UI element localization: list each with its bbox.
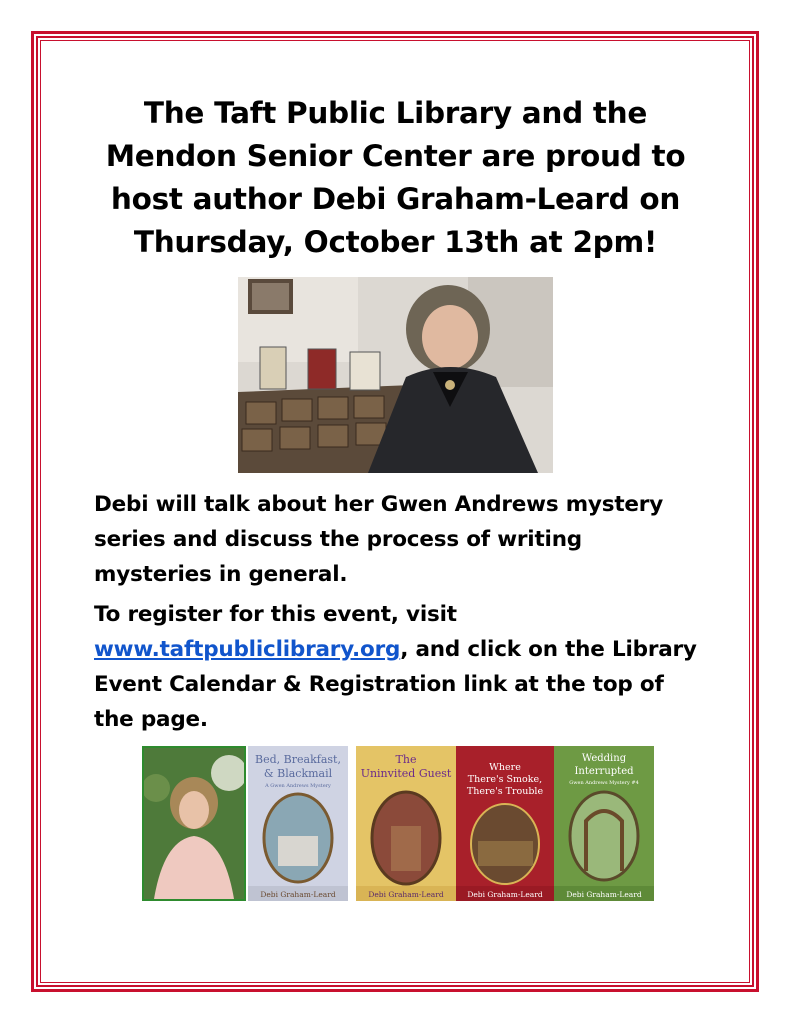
author-portrait-illustration	[144, 748, 244, 899]
author-photo-with-books	[238, 277, 553, 473]
book-cover-bed-breakfast-blackmail	[248, 746, 348, 901]
event-headline	[80, 92, 711, 264]
author-portrait	[142, 746, 246, 901]
library-website-link[interactable]: www.taftpubliclibrary.org	[94, 637, 401, 662]
book-cover-art	[456, 746, 554, 901]
headline-line: The Taft Public Library and the	[143, 96, 648, 130]
cover-title-line: There's Smoke,	[467, 774, 543, 785]
book-cover-where-theres-smoke	[456, 746, 554, 901]
cover-author: Debi Graham-Leard	[467, 890, 543, 899]
cover-series: Gwen Andrews Mystery #4	[569, 780, 639, 786]
registration-paragraph	[94, 597, 704, 737]
cover-title-line: Uninvited Guest	[360, 767, 452, 780]
cover-author: Debi Graham-Leard	[566, 890, 642, 899]
cover-series: A Gwen Andrews Mystery	[265, 783, 331, 789]
cover-title-line: Where	[489, 762, 521, 773]
cover-title-line: The	[395, 753, 417, 766]
cover-title-line: & Blackmail	[263, 767, 333, 780]
cover-author: Debi Graham-Leard	[260, 890, 336, 899]
cover-title-line: Bed, Breakfast,	[255, 753, 341, 766]
registration-text-after-link: , and click on the Library Event Calendar & Registration link at the top of the page.	[94, 637, 697, 732]
headline-line: host author Debi Graham-Leard on	[110, 182, 681, 216]
description-paragraph: Debi will talk about her Gwen Andrews mystery series and discuss the process of writing mysteries in general.	[94, 492, 664, 587]
book-cover-art	[554, 746, 654, 901]
headline-line: Mendon Senior Center are proud to	[105, 139, 686, 173]
book-cover-art	[356, 746, 456, 901]
headline-line: Thursday, October 13th at 2pm!	[133, 225, 658, 259]
cover-title-line: Interrupted	[574, 766, 634, 777]
book-cover-wedding-interrupted	[554, 746, 654, 901]
cover-title-line: Wedding	[581, 753, 627, 764]
book-cover-art	[248, 746, 348, 901]
author-photo-illustration	[238, 277, 553, 473]
cover-author: Debi Graham-Leard	[368, 890, 444, 899]
registration-text-before-link: To register for this event, visit	[94, 602, 457, 627]
cover-title-line: There's Trouble	[466, 786, 544, 797]
book-cover-uninvited-guest	[356, 746, 456, 901]
